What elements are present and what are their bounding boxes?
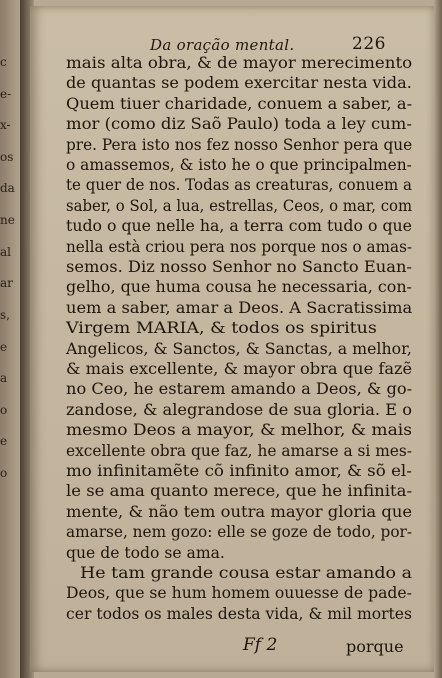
text-line: o amassemos, & isto he o que principalmen- <box>66 156 412 174</box>
page-number: 226 <box>352 34 386 54</box>
text-line: mor (como diz Saõ Paulo) toda a ley cum- <box>66 115 412 134</box>
book-page <box>30 6 434 672</box>
text-line: mesmo Deos a mayor, & melhor, & mais <box>66 421 412 440</box>
page-edge <box>434 0 442 678</box>
prev-page-fragment: e <box>0 434 8 449</box>
text-line: mo infinitamẽte cõ infinito amor, & sõ el- <box>66 462 412 480</box>
text-line: mais alta obra, & de mayor merecimento <box>66 54 413 72</box>
text-line: Quem tiuer charidade, conuem a saber, a- <box>66 94 413 113</box>
text-line: semos. Diz nosso Senhor no Sancto Euan- <box>66 258 412 276</box>
prev-page-fragment: o <box>0 466 8 481</box>
prev-page-fragment: s, <box>0 307 10 322</box>
text-line: He tam grande cousa estar amando a <box>80 564 413 582</box>
text-line: zandose, & alegrandose de sua gloria. E o <box>66 400 412 419</box>
text-line: te quer de nos. Todas as creaturas, conuem a <box>66 176 412 195</box>
text-line: amarse, nem gozo: elle se goze de todo, por- <box>66 523 413 542</box>
text-line: nella està criou pera nos porque nos o amas- <box>66 237 413 256</box>
previous-page-edge <box>0 0 22 678</box>
text-line: & mais excellente, & mayor obra que fazẽ <box>66 360 413 378</box>
text-line: Virgem MARIA, & todos os spiritus <box>66 319 377 338</box>
prev-page-fragment: ar <box>0 276 13 291</box>
signature-mark: Ff 2 <box>243 635 278 655</box>
prev-page-fragment: e- <box>0 86 12 101</box>
text-line: saber, o Sol, a lua, estrellas, Ceos, o mar, com <box>66 196 413 215</box>
text-line: uem a saber, amar a Deos. A Sacratissima <box>66 298 413 317</box>
prev-page-fragment: x- <box>0 118 11 133</box>
prev-page-fragment: e <box>0 339 8 354</box>
text-line: de quantas se podem exercitar nesta vida. <box>66 74 412 93</box>
prev-page-fragment: da <box>0 181 15 196</box>
text-line: mente, & não tem outra mayor gloria que <box>66 502 413 521</box>
text-line: que de todo se ama. <box>66 543 225 562</box>
prev-page-fragment: a <box>0 371 8 386</box>
text-line: tudo o que nelle ha, a terra com tudo o que <box>66 217 412 236</box>
prev-page-fragment: o <box>0 402 8 417</box>
prev-page-fragment: c <box>0 55 7 69</box>
text-line: gelho, que huma cousa he necessaria, con- <box>66 278 412 297</box>
prev-page-fragment: os <box>0 149 14 164</box>
prev-page-fragment: ne <box>0 213 15 228</box>
prev-page-fragment: al <box>0 244 11 259</box>
catchword: porque <box>346 637 404 656</box>
text-line: pre. Pera isto nos fez nosso Senhor pera que <box>66 135 413 154</box>
text-line: Deos, que se hum homem ouuesse de pade- <box>66 584 412 603</box>
running-head: Da oração mental. <box>150 36 295 54</box>
text-line: le se ama quanto merece, que he infinita- <box>66 482 413 501</box>
text-line: Angelicos, & Sanctos, & Sanctas, a melhor, <box>66 339 412 358</box>
text-line: excellente obra que faz, he amarse a si mes- <box>66 441 412 460</box>
text-line: no Ceo, he estarem amando a Deos, & go- <box>66 380 413 399</box>
text-line: cer todos os males desta vida, & mil mortes <box>66 604 413 623</box>
